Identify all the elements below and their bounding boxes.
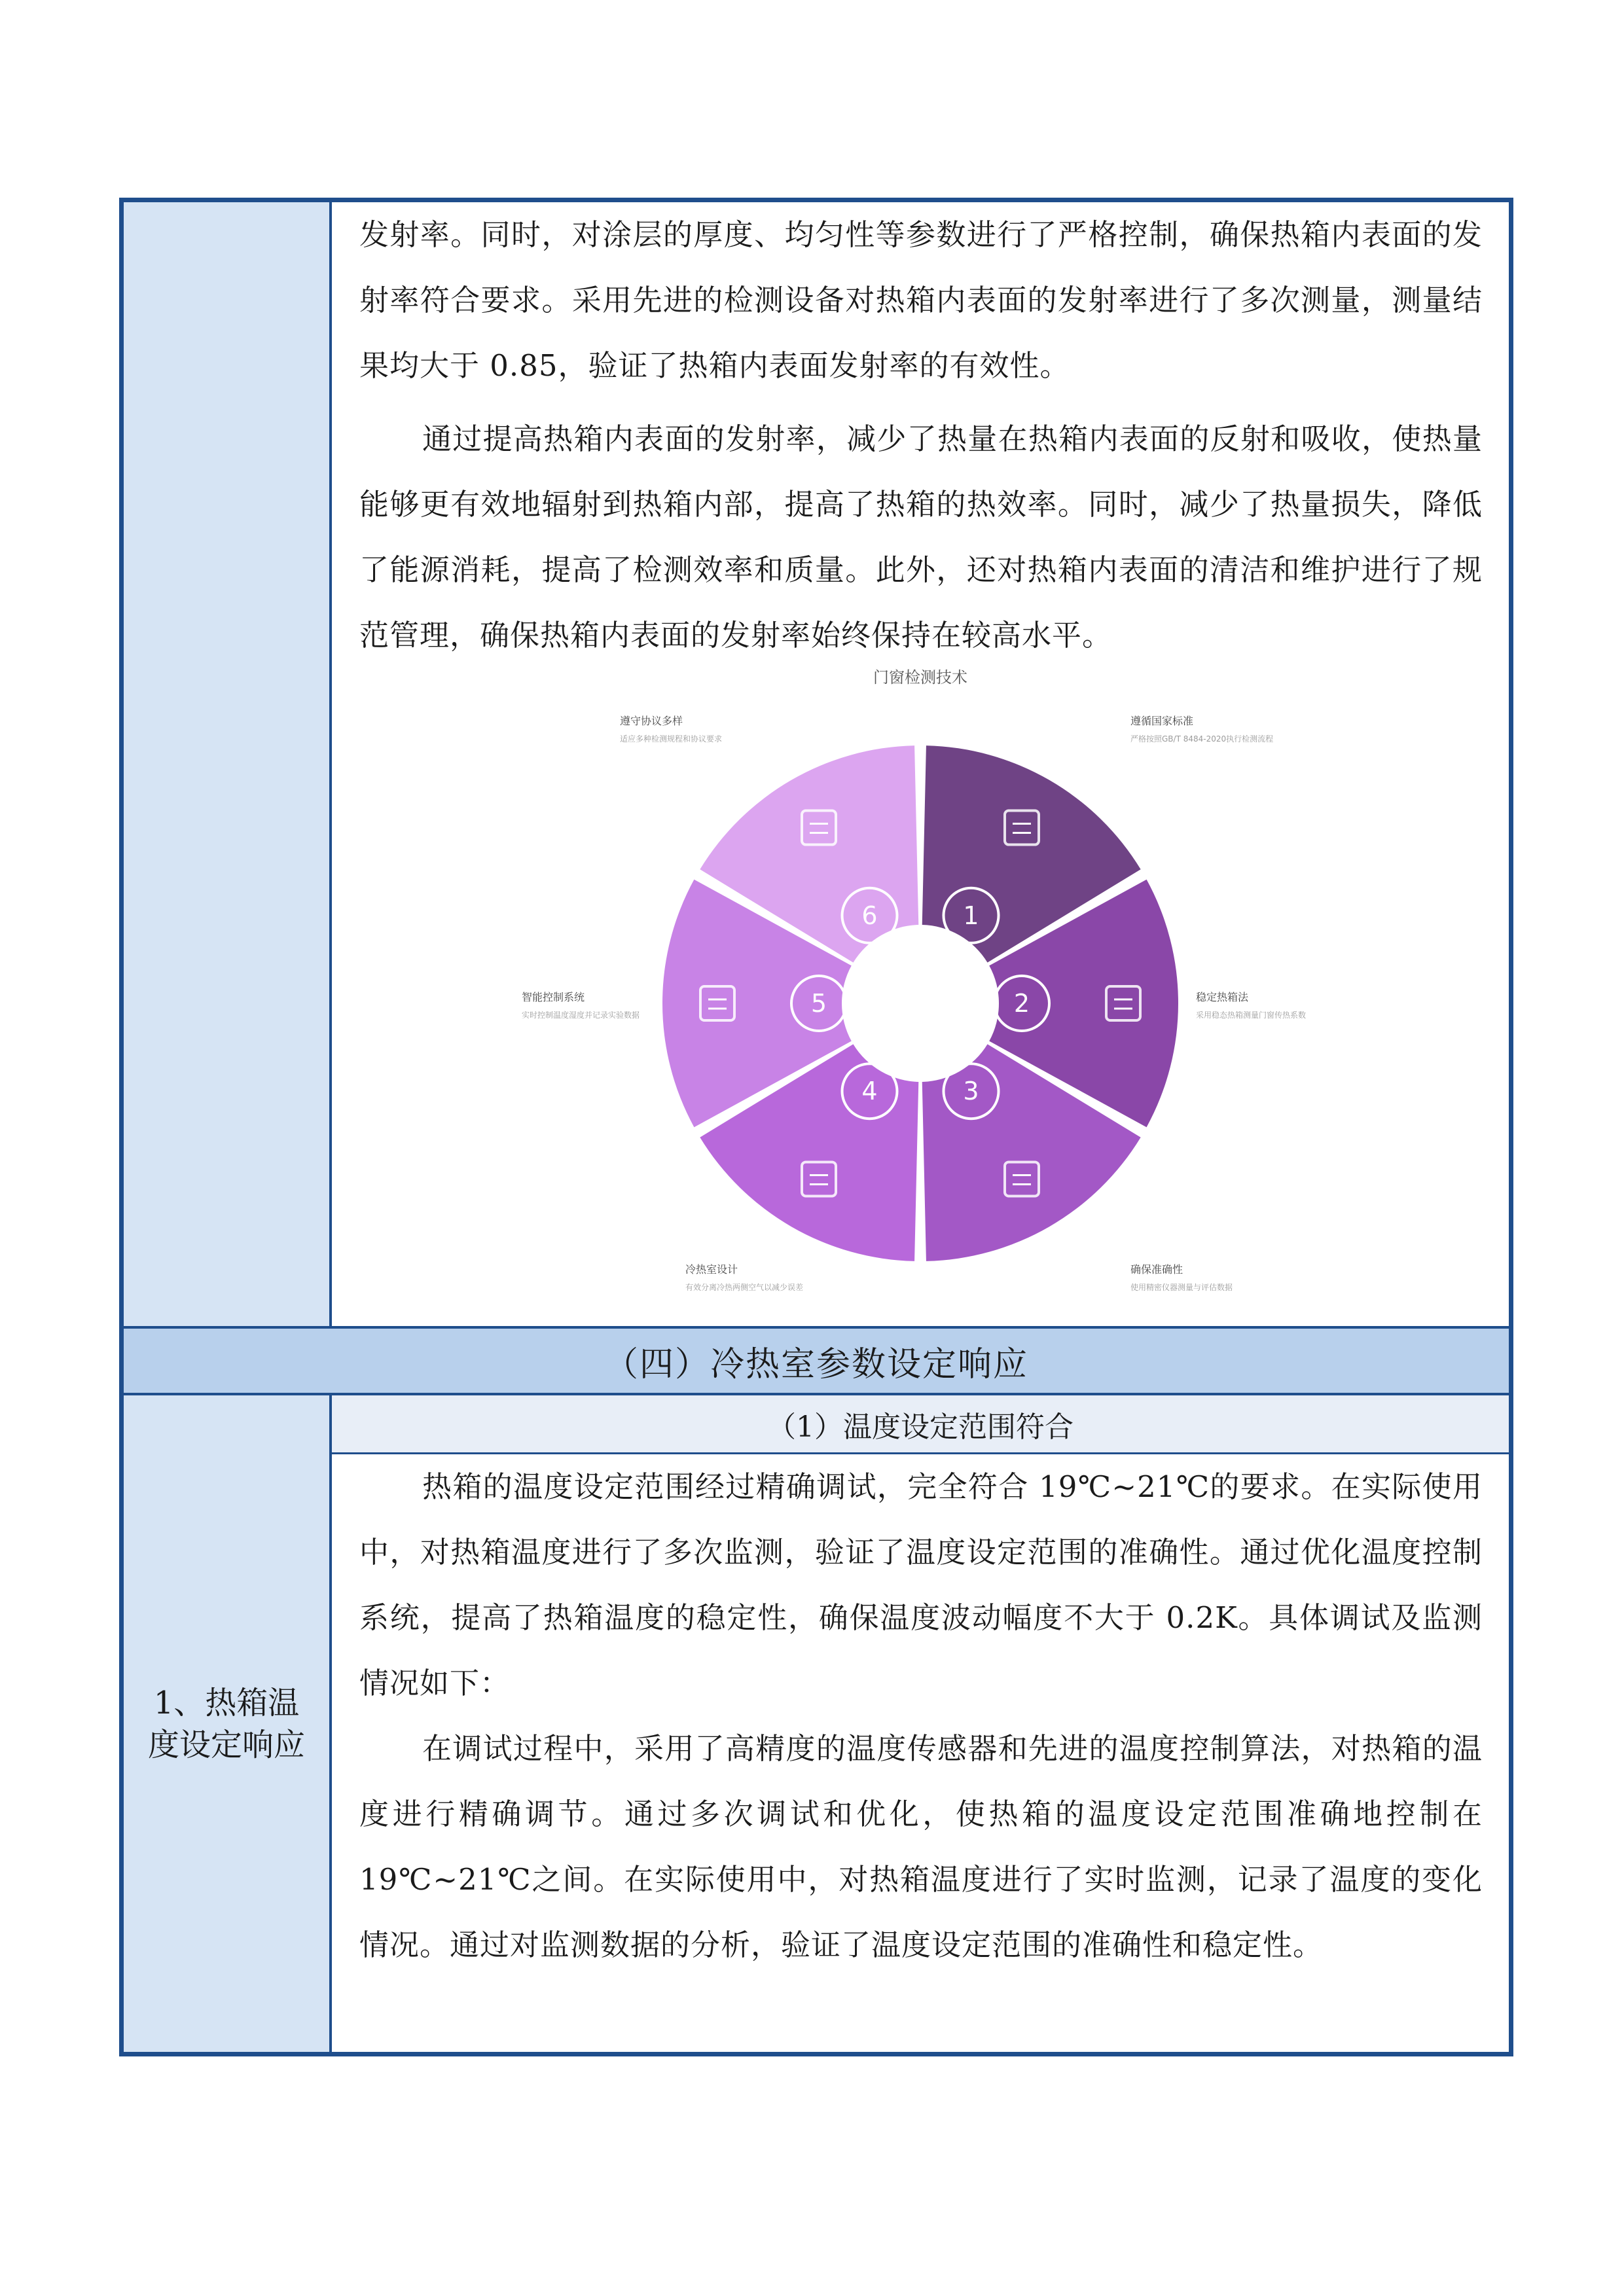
- diagram-title: 门窗检测技术: [873, 668, 967, 687]
- segment-number-6: 6: [861, 901, 878, 930]
- segment-number-4: 4: [861, 1077, 878, 1106]
- segment-label-desc-6: 适应多种检测规程和协议要求: [620, 734, 723, 744]
- paragraph-temp-range: 热箱的温度设定范围经过精确调试，完全符合 19℃~21℃的要求。在实际使用中，对热箱温度进行了多次监测，验证了温度设定范围的准确性。通过优化温度控制系统，提高了热箱温度的稳定性，确保温度波动幅度不大于 0.2K。具体调试及监测情况如下：: [359, 1469, 1483, 1700]
- segment-label-desc-5: 实时控制温度湿度并记录实验数据: [522, 1011, 640, 1020]
- bottom-body-cell: [332, 1454, 1509, 2052]
- segment-label-title-2: 稳定热箱法: [1196, 991, 1249, 1003]
- diagram-svg: [332, 660, 1509, 1326]
- sub-heading-temperature-range: （1）温度设定范围符合: [332, 1395, 1509, 1454]
- segment-label-title-1: 遵循国家标准: [1130, 715, 1194, 727]
- segment-label-desc-3: 使用精密仪器测量与评估数据: [1130, 1283, 1233, 1292]
- section-title-row: （四）冷热室参数设定响应: [124, 1326, 1509, 1395]
- segment-label-desc-1: 严格按照GB/T 8484-2020执行检测流程: [1130, 734, 1274, 744]
- paragraph-temp-debug: 在调试过程中，采用了高精度的温度传感器和先进的温度控制算法，对热箱的温度进行精确调节。通过多次调试和优化，使热箱的温度设定范围准确地控制在 19℃~21℃之间。在实际使用中，对热箱温度进行了实时监测，记录了温度的变化情况。通过对监测数据的分析，验证了温度设定范围的准确性和稳定性。: [359, 1731, 1483, 1962]
- left-label-cell-empty: [124, 202, 332, 1326]
- segment-label-title-3: 确保准确性: [1130, 1263, 1183, 1276]
- segment-number-2: 2: [1013, 989, 1030, 1018]
- paragraph-emissivity-benefit: 通过提高热箱内表面的发射率，减少了热量在热箱内表面的反射和吸收，使热量能够更有效地辐射到热箱内部，提高了热箱的热效率。同时，减少了热量损失，降低了能源消耗，提高了检测效率和质量。此外，还对热箱内表面的清洁和维护进行了规范管理，确保热箱内表面的发射率始终保持在较高水平。: [359, 422, 1483, 653]
- segment-label-title-6: 遵守协议多样: [620, 715, 683, 727]
- door-window-tech-diagram: [332, 660, 1509, 1326]
- top-body-cell: [332, 202, 1509, 1326]
- segment-label-desc-4: 有效分离冷热两侧空气以减少误差: [685, 1283, 804, 1292]
- content-table: [119, 198, 1513, 2056]
- segment-label-title-4: 冷热室设计: [685, 1263, 738, 1276]
- left-label-heat-box: 1、热箱温度设定响应: [124, 1395, 332, 2052]
- segment-label-title-5: 智能控制系统: [522, 991, 585, 1003]
- paragraph-emissivity-cont: 发射率。同时，对涂层的厚度、均匀性等参数进行了严格控制，确保热箱内表面的发射率符合要求。采用先进的检测设备对热箱内表面的发射率进行了多次测量，测量结果均大于 0.85，验证了热箱内表面发射率的有效性。: [359, 217, 1483, 383]
- segment-number-5: 5: [810, 989, 827, 1018]
- segment-label-desc-2: 采用稳态热箱测量门窗传热系数: [1196, 1011, 1307, 1020]
- segment-number-3: 3: [963, 1077, 979, 1106]
- segment-number-1: 1: [963, 901, 979, 930]
